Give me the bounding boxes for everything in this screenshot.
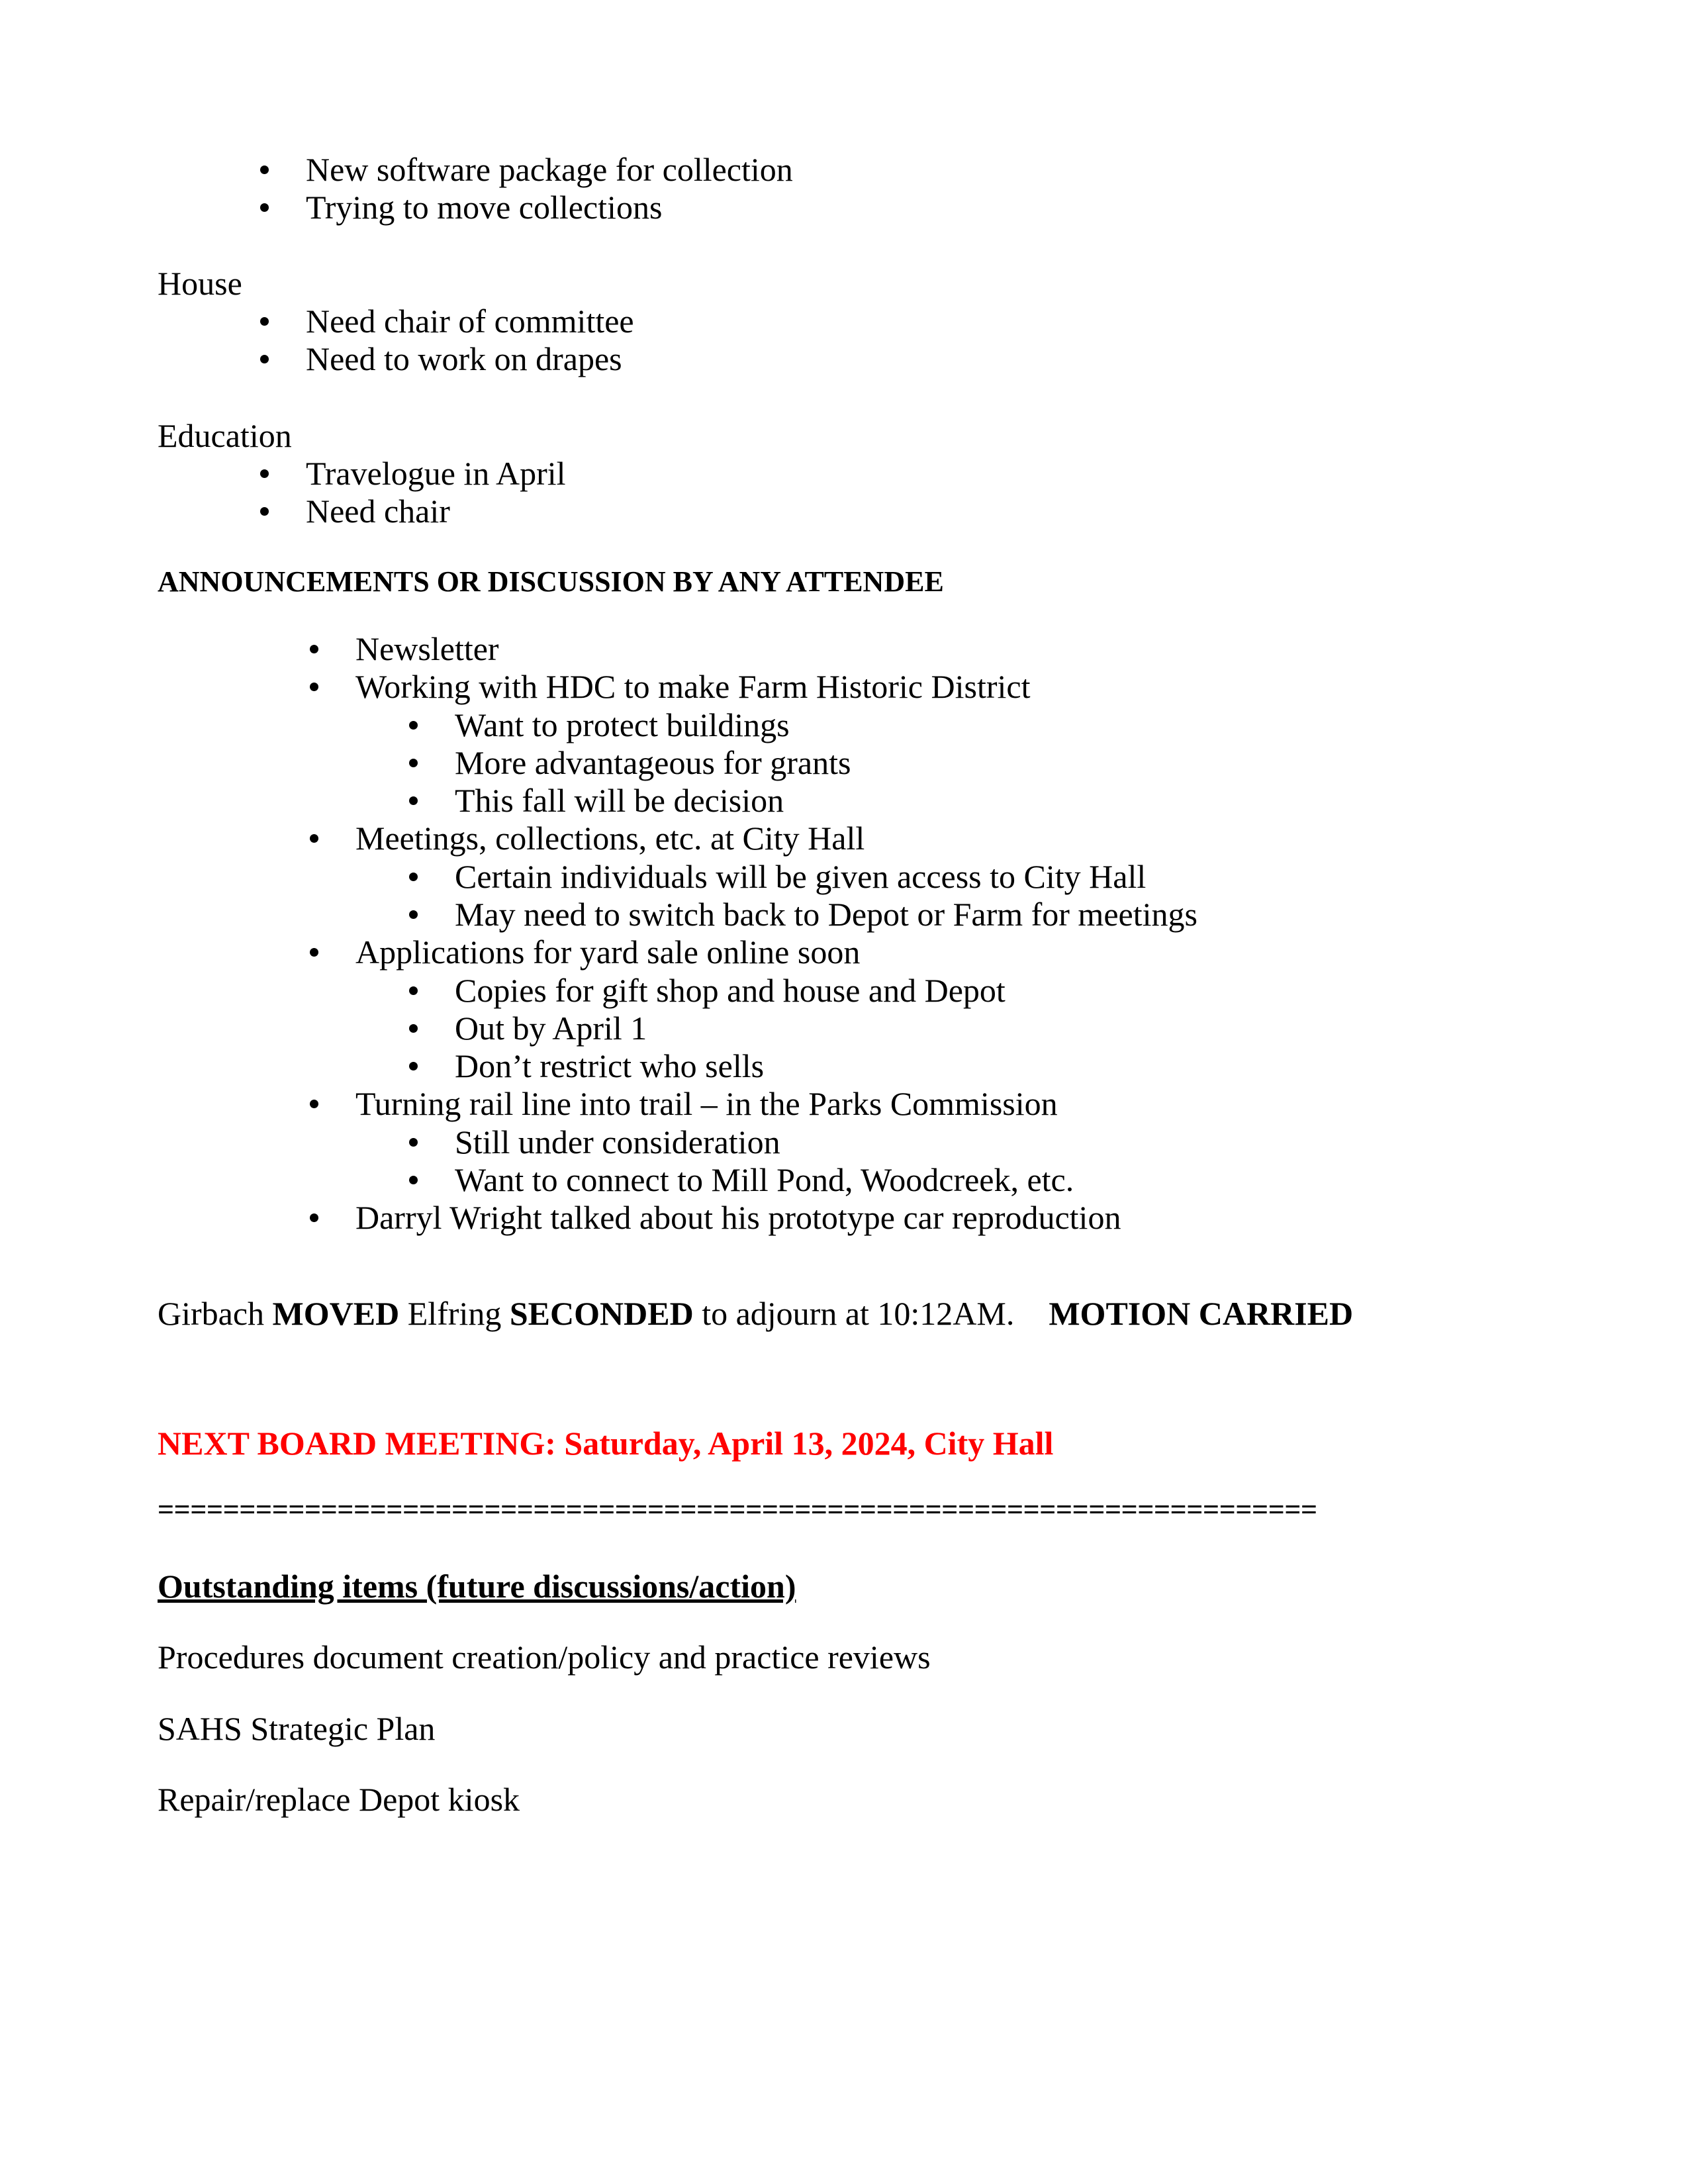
motion-result: MOTION CARRIED bbox=[1049, 1295, 1354, 1332]
bullet-icon bbox=[310, 645, 318, 653]
outstanding-heading: Outstanding items (future discussions/action) bbox=[158, 1568, 796, 1605]
outstanding-item: Procedures document creation/policy and practice reviews bbox=[158, 1638, 931, 1676]
list-item: Need to work on drapes bbox=[306, 340, 622, 377]
motion-moved-label: MOVED bbox=[272, 1295, 400, 1332]
bullet-icon bbox=[409, 986, 418, 995]
bullet-icon bbox=[409, 873, 418, 881]
section-heading-education: Education bbox=[158, 417, 292, 454]
sub-list-item: More advantageous for grants bbox=[455, 744, 851, 781]
list-item: Applications for yard sale online soon bbox=[355, 933, 861, 971]
motion-line bbox=[158, 1297, 1353, 1330]
bullet-icon bbox=[260, 469, 269, 478]
announcements-heading: ANNOUNCEMENTS OR DISCUSSION BY ANY ATTENDEE bbox=[158, 565, 944, 598]
outstanding-item: Repair/replace Depot kiosk bbox=[158, 1781, 520, 1818]
bullet-icon bbox=[310, 683, 318, 691]
list-item: Trying to move collections bbox=[306, 189, 663, 226]
bullet-icon bbox=[409, 1024, 418, 1033]
motion-action: to adjourn at 10:12AM. bbox=[702, 1295, 1015, 1332]
bullet-icon bbox=[409, 1176, 418, 1184]
bullet-icon bbox=[409, 796, 418, 805]
bullet-icon bbox=[260, 166, 269, 174]
bullet-icon bbox=[260, 317, 269, 326]
bullet-icon bbox=[409, 910, 418, 919]
sub-list-item: Still under consideration bbox=[455, 1123, 780, 1161]
bullet-icon bbox=[409, 721, 418, 730]
list-item: Newsletter bbox=[355, 630, 499, 667]
motion-mover: Girbach bbox=[158, 1295, 265, 1332]
sub-list-item: Copies for gift shop and house and Depot bbox=[455, 972, 1006, 1009]
bullet-icon bbox=[260, 203, 269, 212]
list-item: Turning rail line into trail – in the Parks Commission bbox=[355, 1085, 1058, 1122]
list-item: Darryl Wright talked about his prototype car reproduction bbox=[355, 1199, 1121, 1236]
list-item: Working with HDC to make Farm Historic District bbox=[355, 668, 1031, 705]
outstanding-item: SAHS Strategic Plan bbox=[158, 1710, 436, 1747]
sub-list-item: May need to switch back to Depot or Farm for meetings bbox=[455, 896, 1197, 933]
list-item: Travelogue in April bbox=[306, 455, 566, 492]
sub-list-item: Don’t restrict who sells bbox=[455, 1047, 765, 1084]
sub-list-item: Want to connect to Mill Pond, Woodcreek, etc. bbox=[455, 1161, 1074, 1198]
bullet-icon bbox=[310, 1100, 318, 1108]
bullet-icon bbox=[409, 1138, 418, 1147]
list-item: Need chair bbox=[306, 493, 450, 530]
list-item: Need chair of committee bbox=[306, 303, 634, 340]
sub-list-item: Certain individuals will be given access to City Hall bbox=[455, 858, 1147, 895]
bullet-icon bbox=[260, 355, 269, 363]
bullet-icon bbox=[409, 759, 418, 767]
bullet-icon bbox=[310, 948, 318, 957]
bullet-icon bbox=[260, 507, 269, 516]
divider: ======================================================================= bbox=[158, 1494, 1317, 1526]
motion-seconder: Elfring bbox=[407, 1295, 502, 1332]
bullet-icon bbox=[409, 1062, 418, 1070]
motion-seconded-label: SECONDED bbox=[509, 1295, 694, 1332]
next-meeting-notice: NEXT BOARD MEETING: Saturday, April 13, 2024, City Hall bbox=[158, 1425, 1054, 1462]
list-item: New software package for collection bbox=[306, 151, 793, 188]
sub-list-item: Want to protect buildings bbox=[455, 706, 790, 743]
bullet-icon bbox=[310, 834, 318, 843]
bullet-icon bbox=[310, 1213, 318, 1222]
list-item: Meetings, collections, etc. at City Hall bbox=[355, 820, 865, 857]
sub-list-item: This fall will be decision bbox=[455, 782, 784, 819]
section-heading-house: House bbox=[158, 265, 242, 302]
sub-list-item: Out by April 1 bbox=[455, 1010, 647, 1047]
